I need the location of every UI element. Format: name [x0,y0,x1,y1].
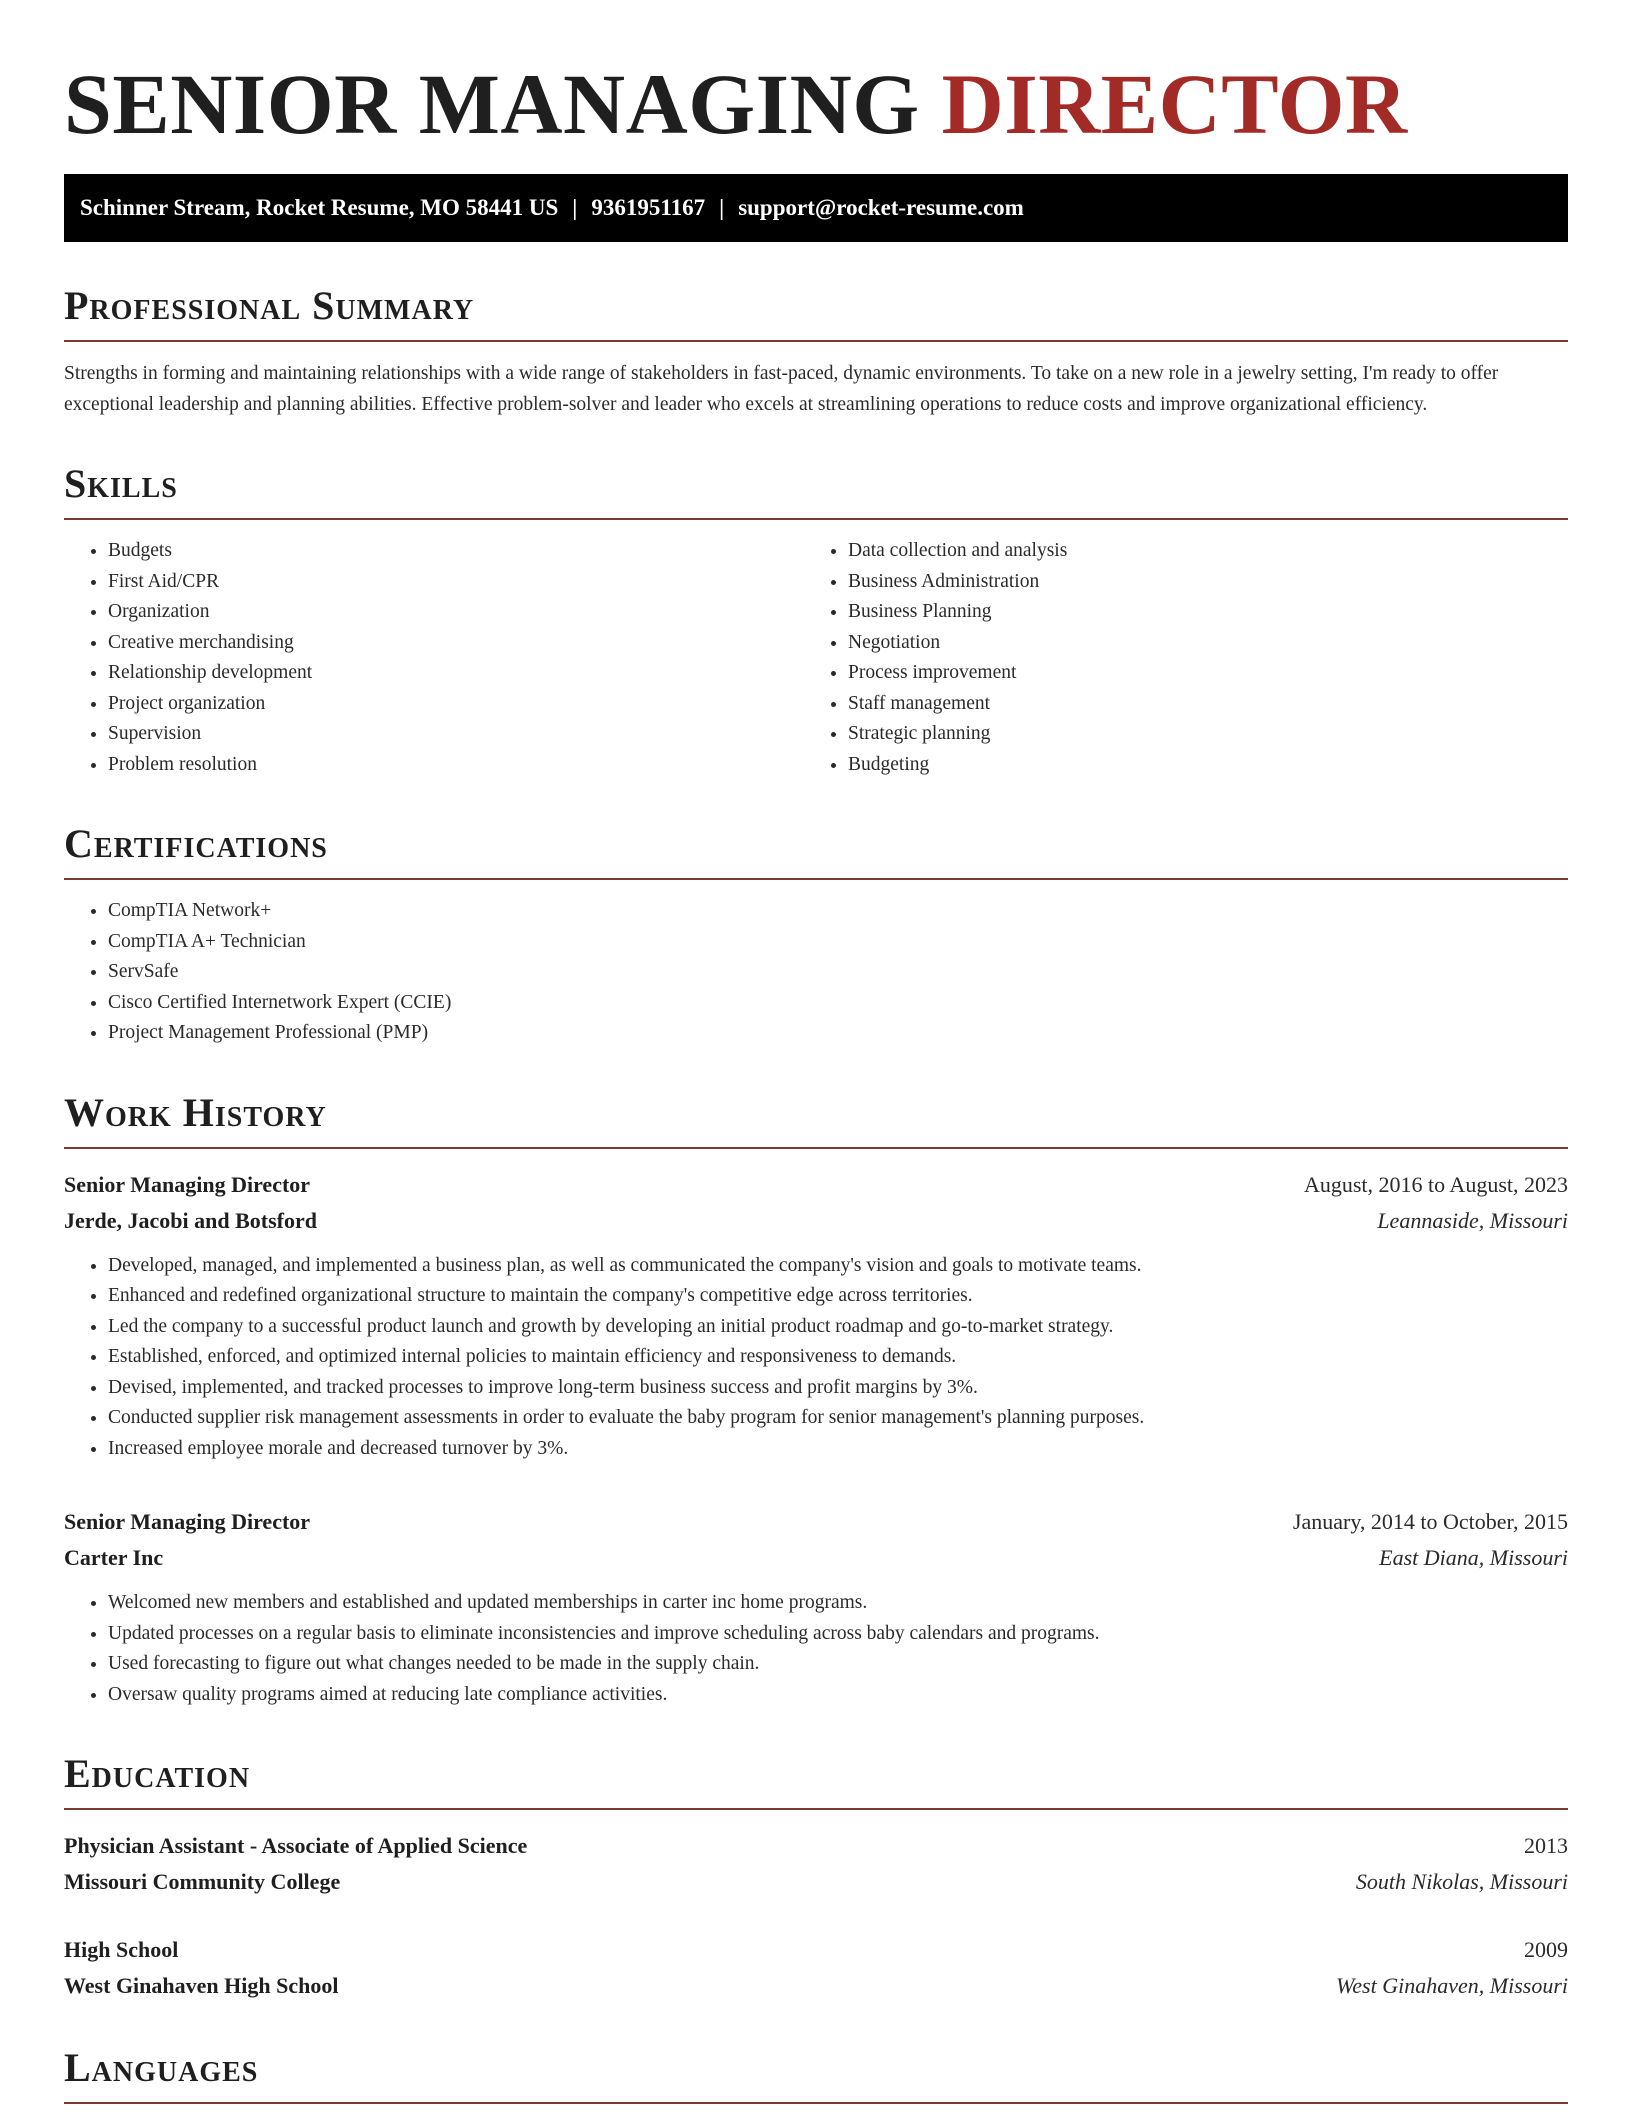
certifications-list [64,896,1568,1049]
education-degree: High School [64,1937,179,1962]
skill-item: • Project organization [108,689,804,720]
job-bullet: • Oversaw quality programs aimed at reducing late compliance activities. [108,1680,1568,1711]
work-history-heading: Work History [64,1089,1568,1149]
languages-heading: Languages [64,2044,1568,2104]
education-location: South Nikolas, Missouri [1355,1869,1568,1894]
job-header-row [64,1167,1568,1203]
certification-item: • Cisco Certified Internetwork Expert (CCIE) [108,988,1568,1019]
skill-item: • Strategic planning [848,719,1544,750]
job-company: Carter Inc [64,1545,164,1570]
skill-item: • Organization [108,597,804,628]
languages-section [64,2044,1568,2104]
job-bullet: • Established, enforced, and optimized internal policies to maintain efficiency and responsiveness to demands. [108,1342,1568,1373]
skill-item: • Process improvement [848,658,1544,689]
skill-item: • Problem resolution [108,750,804,781]
contact-phone: 9361951167 [591,195,706,220]
contact-separator: | [572,195,578,220]
education-degree-row [64,1932,1568,1968]
job-bullet: • Welcomed new members and established and updated memberships in carter inc home programs. [108,1588,1568,1619]
education-degree-row [64,1828,1568,1864]
summary-heading: Professional Summary [64,282,1568,342]
skill-item: • Budgets [108,536,804,567]
skills-list-left [64,536,804,780]
job-title: Senior Managing Director [64,1171,311,1197]
certifications-section [64,820,1568,1049]
education-entry [64,1932,1568,2004]
job-header-row [64,1504,1568,1540]
job-bullet: • Used forecasting to figure out what changes needed to be made in the supply chain. [108,1649,1568,1680]
certifications-heading: Certifications [64,820,1568,880]
skill-item: • Business Planning [848,597,1544,628]
skills-columns [64,520,1568,780]
skills-list-right [804,536,1544,780]
skill-item: • Negotiation [848,628,1544,659]
skill-item: • Supervision [108,719,804,750]
job-bullet: • Developed, managed, and implemented a business plan, as well as communicated the company's vision and goals to motivate teams. [108,1251,1568,1282]
skill-item: • Creative merchandising [108,628,804,659]
education-school: Missouri Community College [64,1869,341,1894]
contact-bar [64,174,1568,242]
job-entry [64,1167,1568,1465]
job-title: Senior Managing Director [64,1509,311,1534]
job-company-row [64,1203,1568,1239]
contact-email: support@rocket-resume.com [738,195,1024,220]
job-entry [64,1504,1568,1710]
job-location: East Diana, Missouri [1379,1545,1568,1570]
title-part-1: SENIOR MANAGING [64,56,920,152]
education-school-row [64,1864,1568,1900]
education-heading: Education [64,1750,1568,1810]
job-dates: January, 2014 to October, 2015 [1292,1509,1568,1534]
job-location: Leannaside, Missouri [1377,1207,1568,1233]
summary-section [64,282,1568,420]
resume-title [64,56,1568,152]
job-dates: August, 2016 to August, 2023 [1303,1171,1568,1197]
contact-address: Schinner Stream, Rocket Resume, MO 58441 US [80,195,559,220]
skill-item: • Budgeting [848,750,1544,781]
skills-heading: Skills [64,460,1568,520]
skill-item: • Data collection and analysis [848,536,1544,567]
skill-item: • Relationship development [108,658,804,689]
job-bullet: • Updated processes on a regular basis to eliminate inconsistencies and improve scheduling across baby calendars and programs. [108,1619,1568,1650]
job-bullets [64,1251,1568,1465]
job-bullet: • Conducted supplier risk management assessments in order to evaluate the baby program for senior management's planning purposes. [108,1403,1568,1434]
skills-section [64,460,1568,780]
job-company: Jerde, Jacobi and Botsford [64,1207,317,1233]
certification-item: • ServSafe [108,957,1568,988]
education-location: West Ginahaven, Missouri [1335,1973,1568,1998]
education-school: West Ginahaven High School [64,1973,339,1998]
education-year: 2009 [1524,1937,1568,1962]
job-bullets [64,1588,1568,1710]
job-bullet: • Devised, implemented, and tracked processes to improve long-term business success and profit margins by 3%. [108,1373,1568,1404]
job-company-row [64,1540,1568,1576]
education-section [64,1750,1568,2004]
contact-separator: | [719,195,725,220]
education-entry [64,1828,1568,1900]
skill-item: • Business Administration [848,567,1544,598]
work-history-section [64,1089,1568,1711]
certification-item: • Project Management Professional (PMP) [108,1018,1568,1049]
resume-page [64,56,1568,2104]
education-degree: Physician Assistant - Associate of Applied Science [64,1833,528,1858]
certification-item: • CompTIA Network+ [108,896,1568,927]
title-part-2: DIRECTOR [941,56,1408,152]
certification-item: • CompTIA A+ Technician [108,927,1568,958]
skill-item: • First Aid/CPR [108,567,804,598]
education-year: 2013 [1524,1833,1568,1858]
job-bullet: • Led the company to a successful product launch and growth by developing an initial product roadmap and go-to-market strategy. [108,1312,1568,1343]
education-school-row [64,1968,1568,2004]
summary-text: Strengths in forming and maintaining relationships with a wide range of stakeholders in fast-paced, dynamic environments. To take on a new role in a jewelry setting, I'm ready to offer exceptional leadership and planning abilities. Effective problem-solver and leader who excels at streamlining operations to reduce costs and improve organizational efficiency. [64,363,1499,415]
skill-item: • Staff management [848,689,1544,720]
job-bullet: • Enhanced and redefined organizational structure to maintain the company's competitive edge across territories. [108,1281,1568,1312]
job-bullet: • Increased employee morale and decreased turnover by 3%. [108,1434,1568,1465]
